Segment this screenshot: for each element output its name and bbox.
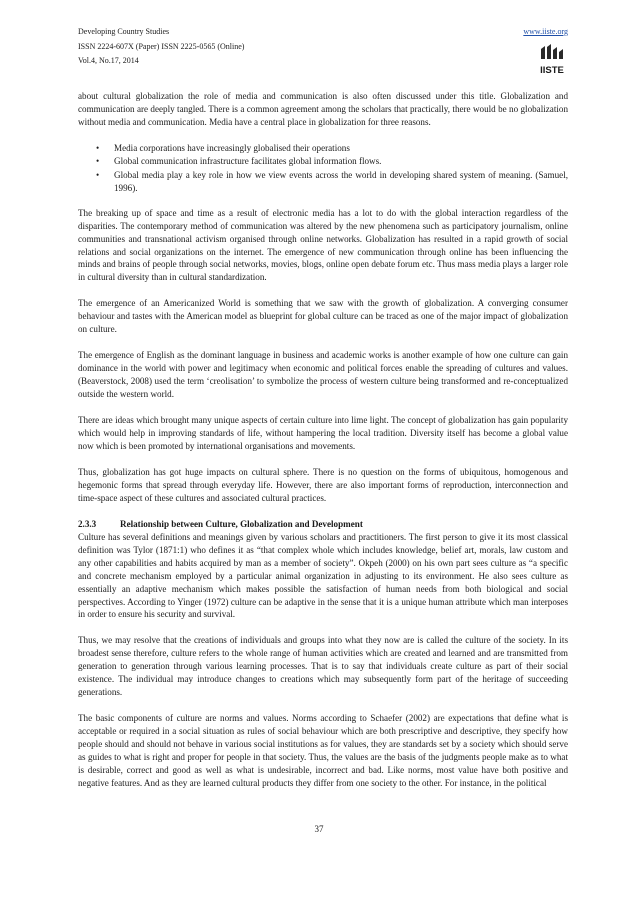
page-header [78,25,568,85]
list-item [78,155,568,168]
list-item [78,142,568,155]
paragraph: The emergence of an Americanized World is something that we saw with the growth of globalization. A converging consumer behaviour and tastes with the American model as blueprint for global culture can be traced as one of the major impact of globalization on culture. [78,298,568,335]
page-number: 37 [314,824,324,834]
journal-volume: Vol.4, No.17, 2014 [78,56,139,65]
bullet-icon: • [96,169,100,180]
journal-url-link[interactable]: www.iiste.org [523,27,568,36]
paragraph: The breaking up of space and time as a result of electronic media has a lot to do with the global interaction regardless of the disparities. The contemporary method of communication was altered by the new phenomena such as participatory journalism, online communities and transnational activism organised through online networks. Globalization has resulted in a rapid growth of social relations and social organizations on the internet. The emergence of new communication through online has been influencing the minds and brains of people through social networks, movies, blogs, online open debate forum etc. Thus mass media plays a larger role in cultural diversity than in cultural standardization. [78,207,568,283]
journal-issn: ISSN 2224-607X (Paper) ISSN 2225-0565 (Online) [78,41,245,51]
paragraph: about cultural globalization the role of media and communication is also often discussed under this title. Globalization and communication are deeply tangled. There is a common agreement among the scholars that practically, there would be no globalization without media and communication. Media have a central place in globalization for three reasons. [78,91,568,127]
journal-info [78,25,244,69]
section-heading [78,518,568,531]
article-body [78,90,568,803]
list-item-text: Media corporations have increasingly globalised their operations [114,142,350,153]
paragraph: Thus, we may resolve that the creations of individuals and groups into what they now are is called the culture of the society. In its broadest sense therefore, culture refers to the whole range of human activities which are created and learned and are transmitted from generation to generation through various learning processes. That is to say that individuals create culture as part of their social existence. The individual may introduce changes to creations which may subsequently form part of the heritage of succeeding generations. [78,635,568,698]
paragraph: Thus, globalization has got huge impacts on cultural sphere. There is no question on the forms of ubiquitous, homogenous and hegemonic forms that spread through everyday life. However, there are also important forms of reproduction, interconnection and time-space aspect of these cultures and associated cultural practices. [78,466,568,503]
paragraph: There are ideas which brought many unique aspects of certain culture into lime light. The concept of globalization has gain popularity which would help in improving standards of life, without hampering the local tradition. Diversity itself has become a global value now which is been promoted by international organisations and movements. [78,415,568,451]
paragraph: Culture has several definitions and meanings given by various scholars and practitioners. The first person to give it its most classical definition was Tylor (1871:1) who defines it as “that complex whole which includes knowledge, belief art, morals, law custom and any other capabilities and habits acquired by man as a member of society”. Okpeh (2000) on his own part sees culture as “a specific and concrete mechanism employed by a particular animal organization in adjusting to its environment. He also sees culture as essentially an adaptive mechanism which makes possible the satisfaction of human needs from both biological and social perspectives. According to Yinger (1972) culture can be adaptive in the sense that it is a unique human attribute which man interposes in order to ensure his security and survival. [78,531,568,620]
bullet-icon: • [96,156,100,167]
journal-title: Developing Country Studies [78,27,170,36]
logo-lettering: IISTE [540,65,564,76]
section-number: 2.3.3 [78,518,97,529]
section-title: Relationship between Culture, Globalization and Development [120,518,363,529]
iiste-logo [538,43,566,77]
list-item-text: Global communication infrastructure facilitates global information flows. [114,156,382,167]
bullet-list [78,142,568,195]
list-item-text: Global media play a key role in how we view events across the world in developing shared system of meaning. (Samuel, 1996). [114,169,568,193]
list-item [78,169,568,195]
paragraph: The basic components of culture are norms and values. Norms according to Schaefer (2002) are expectations that define what is acceptable or required in a social situation as rules of social behaviour which are both prescriptive and descriptive, they specify how people should and should not behave in various social institutions as for values, they are standards set by a society which should serve as guides to what is right and proper for people in that society. Thus, the values are the basis of the judgments people make as to what is desirable, correct and good as well as what is undesirable, incorrect and bad. Like norms, most value have both positive and negative features. And as they are learned cultural products they differ from one society to the other. For instance, in the political [78,713,568,788]
bullet-icon: • [96,142,100,153]
paragraph: The emergence of English as the dominant language in business and academic works is another example of how one culture can gain dominance in the world with power and legitimacy when economic and political forces enable the spreading of cultures and values. (Beaverstock, 2008) used the term ‘creolisation’ to symbolize the process of western culture being transformed and re-conceptualized outside the western world. [78,350,568,400]
